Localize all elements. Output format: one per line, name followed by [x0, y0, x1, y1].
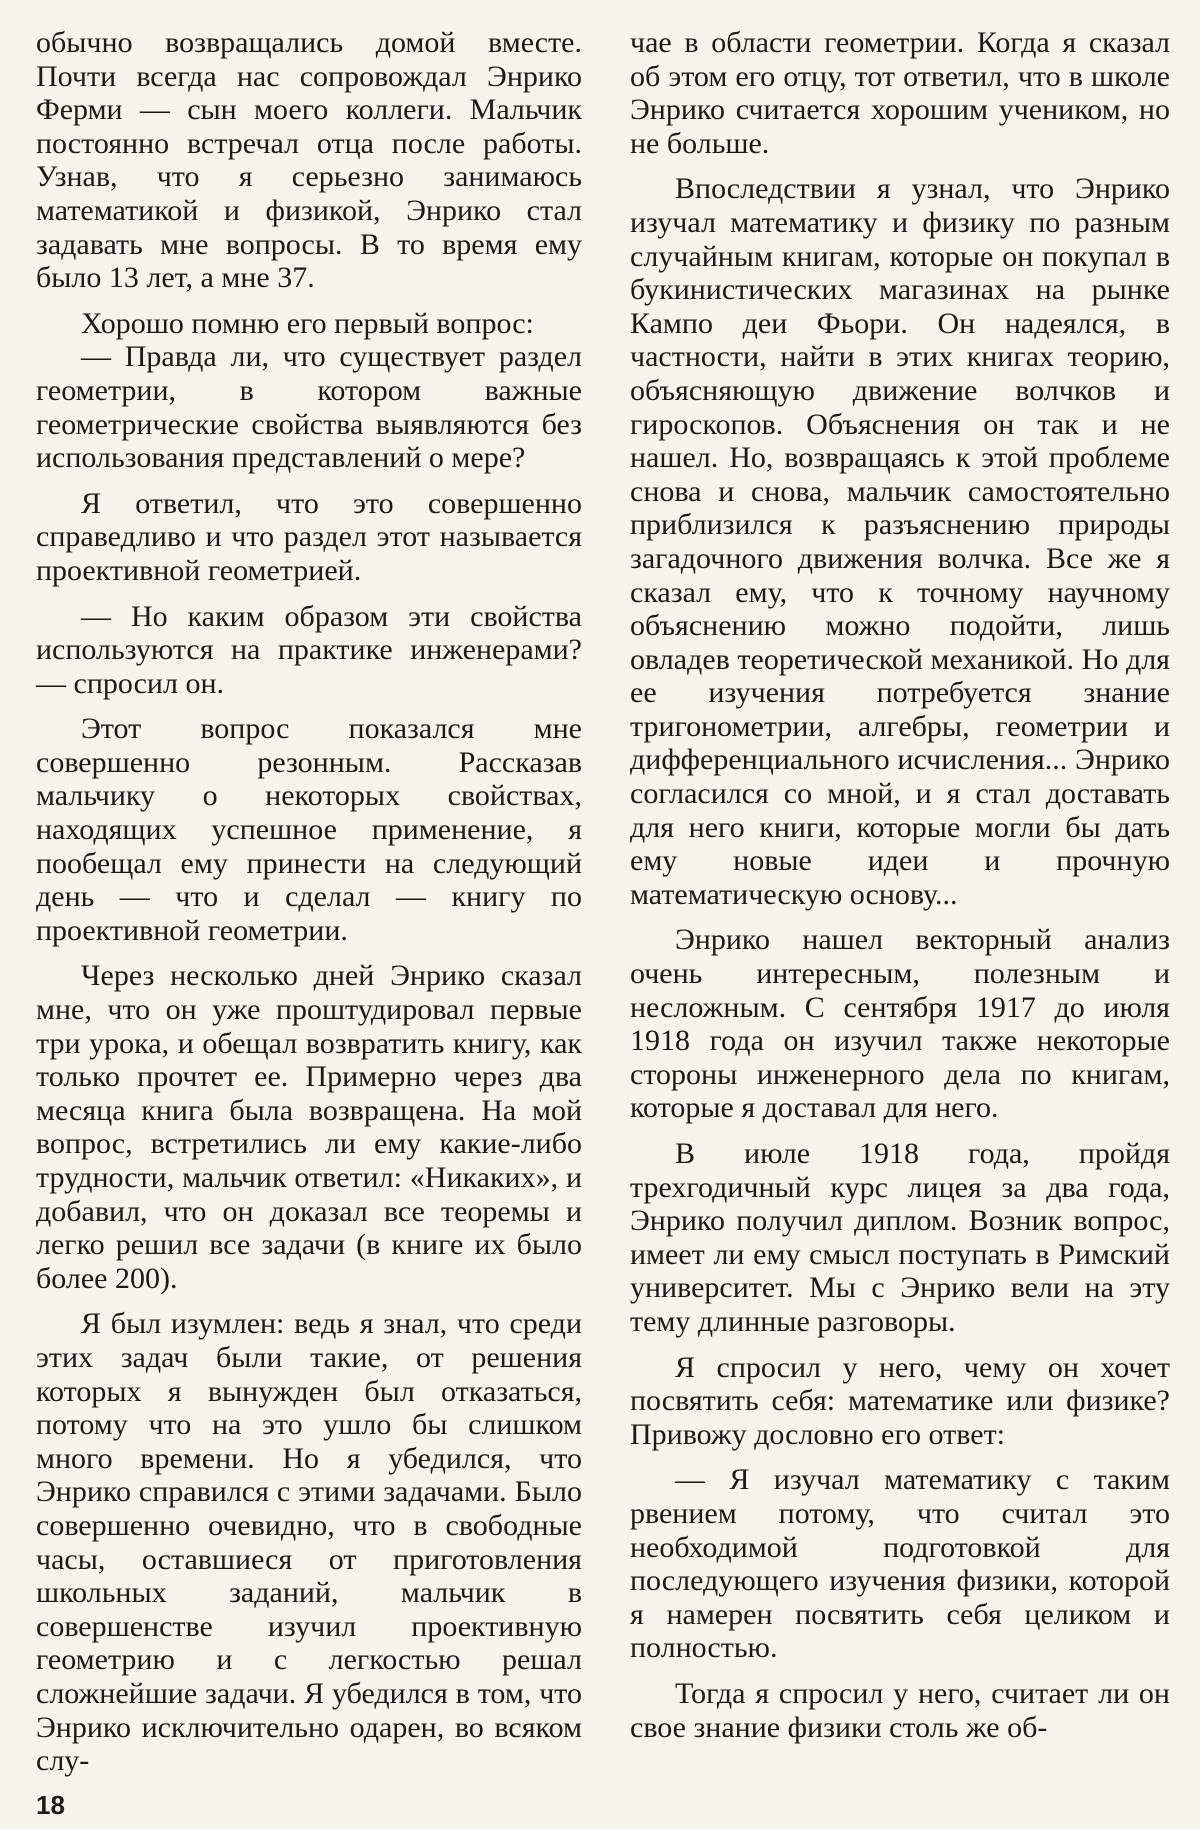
- paragraph: Тогда я спросил у него, считает ли он свое знание физики столь же об-: [630, 1676, 1170, 1744]
- paragraph: обычно возвращались домой вместе. Почти всегда нас сопровождал Энрико Ферми — сын моего коллеги. Мальчик постоянно встречал отца после работы. Узнав, что я серьезно занимаюсь математикой и физикой, Энрико стал задавать мне вопросы. В то время ему было 13 лет, а мне 37.: [36, 26, 582, 295]
- paragraph: Энрико нашел векторный анализ очень интересным, полезным и несложным. С сентября 1917 до июля 1918 года он изучил также некоторые стороны инженерного дела по книгам, которые я доставал для него.: [630, 923, 1170, 1125]
- right-column: [630, 26, 1170, 1756]
- paragraph: чае в области геометрии. Когда я сказал об этом его отцу, тот ответил, что в школе Энрико считается хорошим учеником, но не больше.: [630, 26, 1170, 160]
- paragraph: Я ответил, что это совершенно справедливо и что раздел этот называется проективной геометрией.: [36, 486, 582, 587]
- paragraph: — Но каким образом эти свойства используются на практике инженерами?— спросил он.: [36, 599, 582, 700]
- paragraph: Впоследствии я узнал, что Энрико изучал математику и физику по разным случайным книгам, которые он покупал в букинистических магазинах на рынке Кампо деи Фьори. Он надеялся, в частности, найти в этих книгах теорию, объясняющую движение волчков и гироскопов. Объяснения он так и не нашел. Но, возвращаясь к этой проблеме снова и снова, мальчик самостоятельно приблизился к разъяснению природы загадочного движения волчка. Все же я сказал ему, что к точному научному объяснению можно подойти, лишь овладев теоретической механикой. Но для ее изучения потребуется знание тригонометрии, алгебры, геометрии и дифференциального исчисления... Энрико согласился со мной, и я стал доставать для него книги, которые могли бы дать ему новые идеи и прочную математическую основу...: [630, 172, 1170, 911]
- paragraph: — Правда ли, что существует раздел геометрии, в котором важные геометрические свойства выявляются без использования представлений о мере?: [36, 340, 582, 475]
- paragraph: Хорошо помню его первый вопрос:: [81, 306, 534, 340]
- paragraph: Через несколько дней Энрико сказал мне, что он уже проштудировал первые три урока, и обещал возвратить книгу, как только прочтет ее. Примерно через два месяца книга была возвращена. На мой вопрос, встретились ли ему какие-либо трудности, мальчик ответил: «Никаких», и добавил, что он доказал все теоремы и легко решил все задачи (в книге их было более 200).: [36, 959, 582, 1295]
- paragraph: Я спросил у него, чему он хочет посвятить себя: математике или физике? Привожу дословно его ответ:: [630, 1350, 1170, 1451]
- paragraph: — Я изучал математику с таким рвением потому, что считал это необходимой подготовкой для последующего изучения физики, которой я намерен посвятить себя целиком и полностью.: [630, 1463, 1170, 1665]
- paragraph: Этот вопрос показался мне совершенно резонным. Рассказав мальчику о некоторых свойствах, находящих успешное применение, я пообещал ему принести на следующий день — что и сделал — книгу по проективной геометрии.: [36, 712, 582, 947]
- left-column: [36, 26, 582, 1790]
- page-number: 18: [36, 1790, 65, 1820]
- paragraph: Я был изумлен: ведь я знал, что среди этих задач были такие, от решения которых я вынужден был отказаться, потому что на это ушло бы слишком много времени. Но я убедился, что Энрико справился с этими задачами. Было совершенно очевидно, что в свободные часы, оставшиеся от приготовления школьных заданий, мальчик в совершенстве изучил проективную геометрию и с легкостью решал сложнейшие задачи. Я убедился в том, что Энрико исключительно одарен, во всяком слу-: [36, 1307, 582, 1778]
- paragraph: В июле 1918 года, пройдя трехгодичный курс лицея за два года, Энрико получил диплом. Возник вопрос, имеет ли ему смысл поступать в Римский университет. Мы с Энрико вели на эту тему длинные разговоры.: [630, 1137, 1170, 1338]
